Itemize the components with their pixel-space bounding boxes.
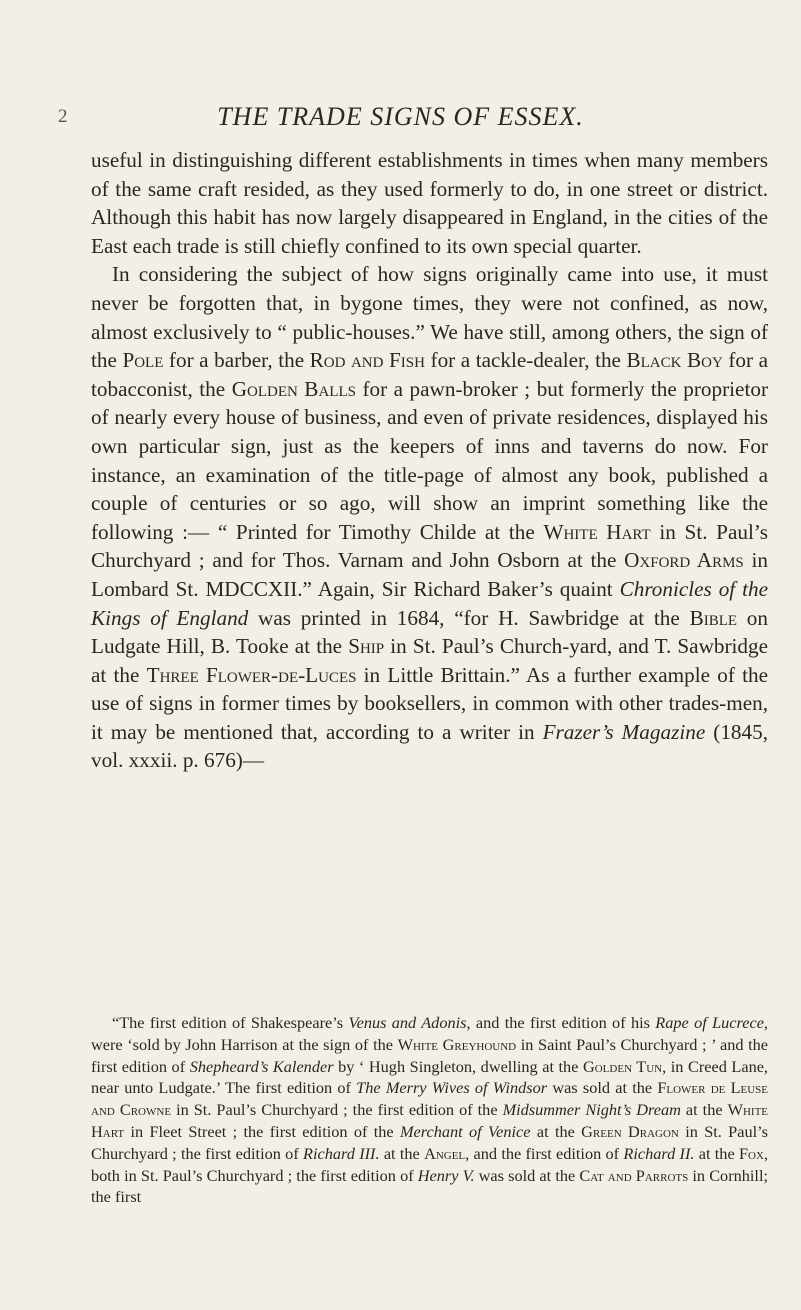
block-quote: [91, 1012, 768, 1208]
quote-paragraph: “The first edition of Shakespeare’s Venus and Adonis, and the first edition of his Rape of Lucrece, were ‘sold by John Harrison at the sign of the White Greyhound in Saint Paul’s Churchyard ; ’ and the first edition of Shepheard’s Kalender by ‘ Hugh Singleton, dwelling at the Golden Tun, in Creed Lane, near unto Ludgate.’ The first edition of The Merry Wives of Windsor was sold at the Flower de Leuse and Crowne in St. Paul’s Churchyard ; the first edition of the Midsummer Night’s Dream at the White Hart in Fleet Street ; the first edition of the Merchant of Venice at the Green Dragon in St. Paul’s Churchyard ; the first edition of Richard III. at the Angel, and the first edition of Richard II. at the Fox, both in St. Paul’s Churchyard ; the first edition of Henry V. was sold at the Cat and Parrots in Cornhill; the first: [91, 1013, 769, 1207]
paragraph-2: In considering the subject of how signs originally came into use, it must never be forgotten that, in bygone times, they were not confined, as now, almost exclusively to “ public-houses.” We have still, among others, the sign of the Pole for a barber, the Rod and Fish for a tackle-dealer, the Black Boy for a tobacconist, the Golden Balls for a pawn-broker ; but formerly the proprietor of nearly every house of business, and even of private residences, displayed his own particular sign, just as the keepers of inns and taverns do now. For instance, an examination of the title-page of almost any book, published a couple of centuries or so ago, will show an imprint something like the following :— “ Printed for Timothy Childe at the White Hart in St. Paul’s Churchyard ; and for Thos. Varnam and John Osborn at the Oxford Arms in Lombard St. MDCCXII.” Again, Sir Richard Baker’s quaint Chronicles of the Kings of England was printed in 1684, “for H. Sawbridge at the Bible on Ludgate Hill, B. Tooke at the Ship in St. Paul’s Church-yard, and T. Sawbridge at the Three Flower-de-Luces in Little Brittain.” As a further example of the use of signs in former times by booksellers, in common with other trades-men, it may be mentioned that, according to a writer in Frazer’s Magazine (1845, vol. xxxii. p. 676)—: [91, 262, 769, 773]
sign-name: Bible: [689, 605, 738, 630]
sign-name: White Hart: [543, 519, 651, 544]
sign-name: Golden Balls: [231, 376, 356, 401]
running-head: THE TRADE SIGNS OF ESSEX.: [217, 102, 584, 131]
body-text: [91, 146, 768, 775]
magazine-title: Frazer’s Magazine: [542, 719, 706, 744]
sign-name: Oxford Arms: [624, 548, 744, 573]
sign-name: Pole: [122, 348, 164, 373]
page-number: 2: [58, 106, 68, 127]
sign-name: Black Boy: [626, 348, 723, 373]
sign-name: Ship: [348, 634, 385, 659]
paragraph-1: useful in distinguishing different establishments in times when many members of the same craft resided, as they used formerly to do, in one street or district. Although this habit has now largely disappeared in England, in the cities of the East each trade is still chiefly confined to its own special quarter.: [91, 148, 768, 258]
book-title: Chronicles of the Kings of England: [91, 576, 768, 630]
sign-name: Three Flower-de-Luces: [146, 662, 357, 687]
sign-name: Rod and Fish: [309, 348, 425, 373]
